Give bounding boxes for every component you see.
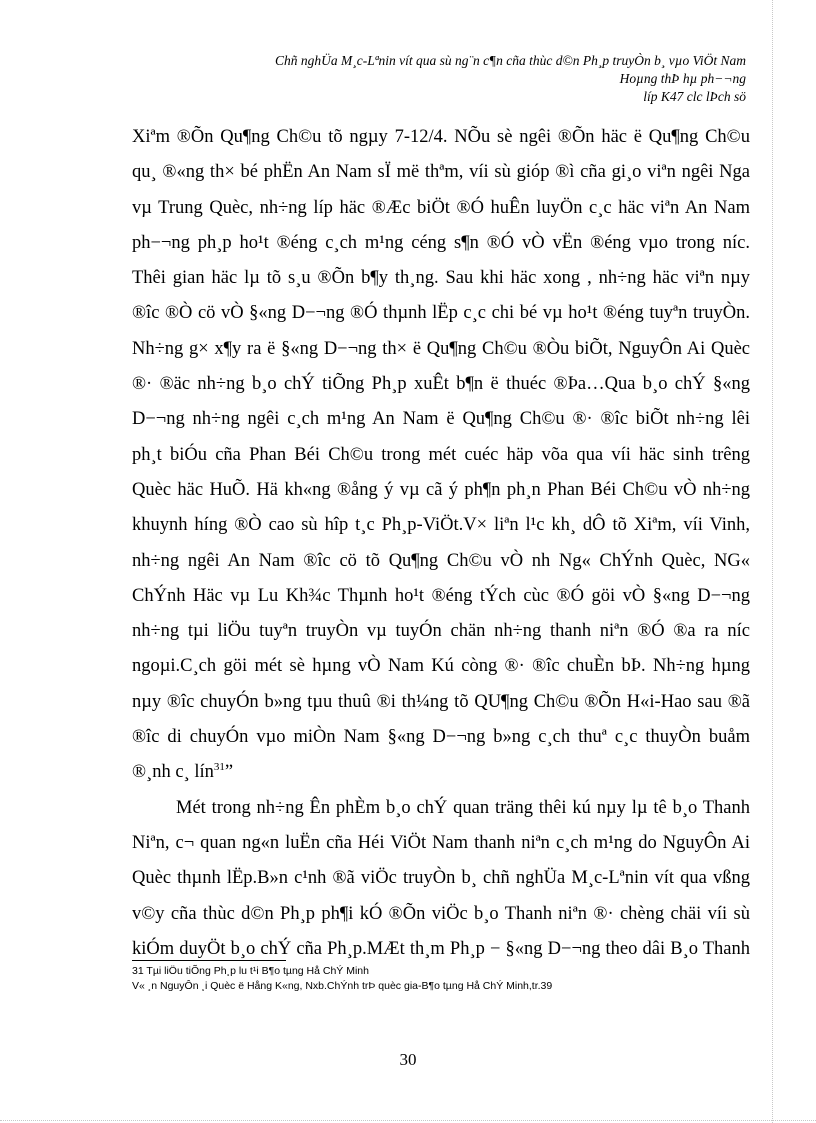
- text-line: v©y cña thùc d©n Ph¸p ph¶i kÓ ®Õn viÖc b¸o Thanh niªn ®· chèng chäi víi sù: [132, 903, 750, 924]
- text-line: nh÷ng ngêi An Nam ®îc cö tõ Qu¶ng Ch©u vÒ nh Ng« ChÝnh Quèc, NG«: [132, 550, 750, 571]
- text-line: ngoµi.C¸ch göi mét sè hµng vÒ Nam Kú còng ®· ®îc chuÈn bÞ. Nh÷ng hµng: [132, 656, 750, 677]
- page-margin-guide: [772, 0, 773, 1123]
- footnote-reference[interactable]: 31: [213, 761, 225, 774]
- text-line: nµy ®îc chuyÓn b»ng tµu thuû ®i th¼ng tõ QU¶ng Ch©u ®Õn H«i-Hao sau ®ã: [132, 691, 750, 712]
- text-line: nh÷ng tµi liÖu tuyªn truyÒn vµ tuyÓn chän nh÷ng thanh niªn ®Ó ®a ra níc: [132, 621, 750, 642]
- body-text: [132, 120, 750, 967]
- header-author: Hoµng thÞ hµ ph−¬ng: [619, 71, 746, 86]
- footnotes: [132, 964, 752, 994]
- text-line: Quèc häc HuÕ. Hä kh«ng ®ång ý vµ cã ý ph¶n ph¸n Phan Béi Ch©u vÒ nh÷ng: [132, 479, 750, 500]
- text-line: kiÓm duyÖt b¸o chÝ cña Ph¸p.MÆt th¸m Ph¸p − §«ng D−¬ng theo dâi B¸o Thanh: [132, 938, 750, 959]
- text-line: Mét trong nh÷ng Ên phÈm b¸o chÝ quan träng thêi kú nµy lµ tê b¸o Thanh: [176, 797, 750, 818]
- paragraph-end-line: [132, 755, 750, 790]
- header-title: Chñ nghÜa M¸c-Lªnin vít qua sù ng¨n c¶n cña thùc d©n Ph¸p truyÒn b¸ vµo ViÖt Nam: [274, 53, 746, 68]
- text-line: Niªn, c¬ quan ng«n luËn cña Héi ViÖt Nam thanh niªn c¸ch m¹ng do NguyÔn Ai: [132, 832, 750, 853]
- closing-quote: ”: [224, 762, 234, 783]
- footnote-line: V« ¸n NguyÔn ¸i Quèc ë Hång K«ng, Nxb.ChÝnh trÞ quèc gia-B¶o tµng Hå ChÝ Minh,tr.39: [132, 980, 553, 992]
- text-line: vµ Trung Quèc, nh÷ng líp häc ®Æc biÖt ®Ó huÊn luyÖn c¸c häc viªn An Nam: [132, 197, 750, 218]
- footnote-divider: [132, 960, 286, 961]
- text-line: Nh÷ng g× x¶y ra ë §«ng D−¬ng th× ë Qu¶ng Ch©u ®Òu biÕt, NguyÔn Ai Quèc: [132, 338, 750, 359]
- running-header: [146, 52, 746, 106]
- text-line: Thêi gian häc lµ tõ s¸u ®Õn b¶y th¸ng. Sau khi häc xong , nh÷ng häc viªn nµy: [132, 268, 750, 289]
- text-line: khuynh híng ®Ò cao sù hîp t¸c Ph¸p-ViÖt.V× liªn l¹c kh¸ dÔ tõ Xiªm, víi Vinh,: [132, 515, 750, 536]
- text-line: ChÝnh Häc vµ Lu Kh¾c Thµnh ho¹t ®éng tÝch cùc ®Ó göi vÒ §«ng D−¬ng: [132, 585, 750, 606]
- page-bottom-guide: [0, 1120, 816, 1121]
- text-line: Quèc thµnh lËp.B»n c¹nh ®ã viÖc truyÒn b¸ chñ nghÜa M¸c-Lªnin vít qua vßng: [132, 868, 750, 889]
- text-line: ®· ®äc nh÷ng b¸o chÝ tiÕng Ph¸p xuÊt b¶n ë thuéc ®Þa…Qua b¸o chÝ §«ng: [132, 374, 750, 395]
- footnote-line: 31 Tµi liÖu tiÕng Ph¸p lu t¹i B¶o tµng Hå ChÝ Minh: [132, 965, 369, 977]
- header-class: líp K47 clc lÞch sö: [643, 89, 746, 104]
- text-line: ph¸t biÓu cña Phan Béi Ch©u trong mét cuéc häp võa qua víi häc sinh trêng: [132, 444, 750, 465]
- text-line: qu¸ ®«ng th× bé phËn An Nam sÏ më thªm, víi sù gióp ®ì cña gi¸o viªn ngêi Nga: [132, 162, 750, 183]
- text-line: D−¬ng nh÷ng ngêi c¸ch m¹ng An Nam ë Qu¶ng Ch©u ®· ®îc biÕt nh÷ng lêi: [132, 409, 750, 430]
- text-line: ®¸nh c¸ lín: [132, 762, 214, 783]
- text-line: ®îc di chuyÓn vµo miÒn Nam §«ng D−¬ng b»ng c¸ch thuª c¸c thuyÒn buåm: [132, 727, 750, 748]
- text-line: ®îc ®Ò cö vÒ §«ng D−¬ng ®Ó thµnh lËp c¸c chi bé vµ ho¹t ®éng tuyªn truyÒn.: [132, 303, 750, 324]
- page-number: 30: [399, 1050, 417, 1069]
- text-line: ph−¬ng ph¸p ho¹t ®éng c¸ch m¹ng céng s¶n ®Ó vÒ vËn ®éng vµo trong níc.: [132, 232, 750, 253]
- text-line: Xiªm ®Õn Qu¶ng Ch©u tõ ngµy 7-12/4. NÕu sè ngêi ®Õn häc ë Qu¶ng Ch©u: [132, 127, 750, 147]
